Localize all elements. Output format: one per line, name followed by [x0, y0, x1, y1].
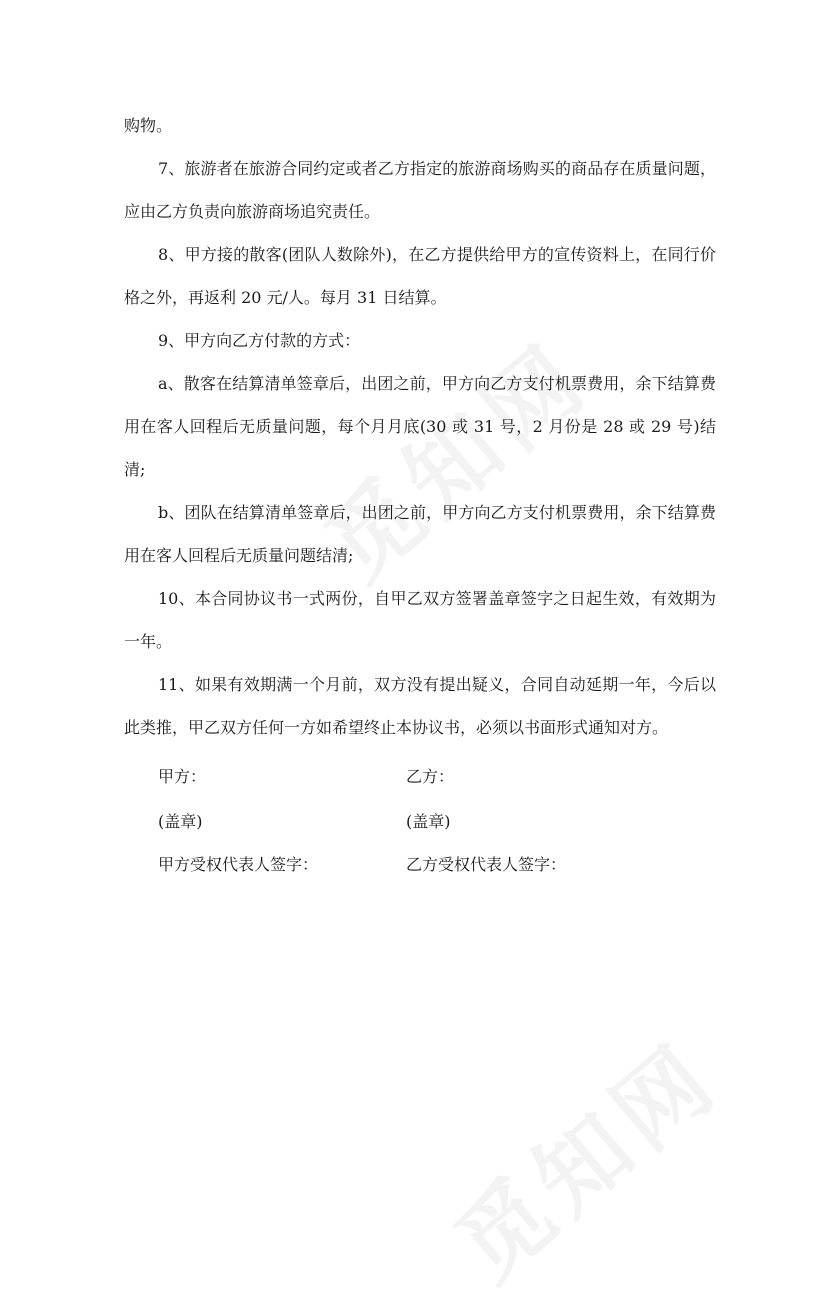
party-a-label: 甲方： — [158, 767, 207, 786]
signature-party-row — [158, 765, 718, 789]
watermark — [423, 1007, 742, 1305]
paragraph-clause-8: 8、甲方接的散客(团队人数除外)，在乙方提供给甲方的宣传资料上，在同行价格之外，再返利 20 元/人。每月 31 日结算。 — [124, 245, 716, 307]
paragraph-clause-9b: b、团队在结算清单签章后，出团之前，甲方向乙方支付机票费用，余下结算费用在客人回程后无质量问题结清; — [124, 503, 716, 565]
party-a-seal: (盖章) — [158, 812, 203, 831]
party-b-label: 乙方： — [406, 767, 455, 786]
paragraph-clause-11: 11、如果有效期满一个月前，双方没有提出疑义，合同自动延期一年，今后以此类推，甲乙双方任何一方如希望终止本协议书，必须以书面形式通知对方。 — [124, 675, 716, 737]
paragraph-clause-9a: a、散客在结算清单签章后，出团之前，甲方向乙方支付机票费用，余下结算费用在客人回程后无质量问题，每个月月底(30 或 31 号，2 月份是 28 或 29 号)结清; — [124, 374, 716, 479]
paragraph-continuation: 购物。 — [124, 116, 173, 135]
signature-seal-row — [158, 810, 718, 834]
paragraph-clause-10: 10、本合同协议书一式两份，自甲乙双方签署盖章签字之日起生效，有效期为一年。 — [124, 589, 716, 651]
paragraph-clause-9: 9、甲方向乙方付款的方式： — [158, 331, 361, 350]
signature-representative-row — [158, 853, 718, 877]
paragraph-clause-7: 7、旅游者在旅游合同约定或者乙方指定的旅游商场购买的商品存在质量问题，应由乙方负责向旅游商场追究责任。 — [124, 159, 716, 221]
contract-body — [124, 104, 716, 749]
party-a-representative: 甲方受权代表人签字： — [158, 855, 319, 874]
party-b-representative: 乙方受权代表人签字： — [406, 855, 567, 874]
party-b-seal: (盖章) — [406, 812, 451, 831]
